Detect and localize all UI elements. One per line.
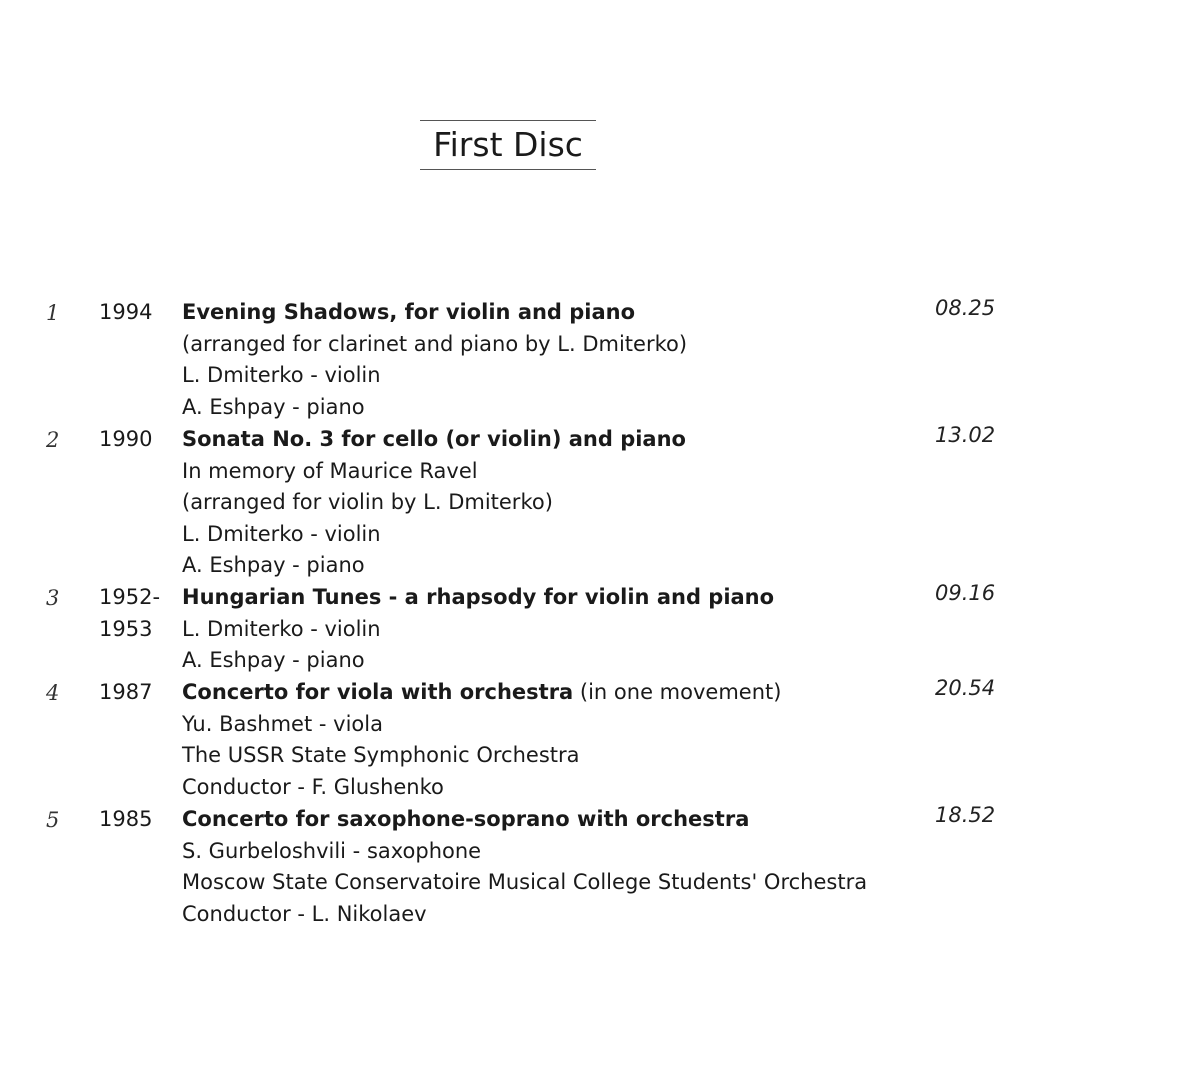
track-detail-line: Moscow State Conservatoire Musical College Students' Orchestra bbox=[182, 870, 868, 895]
track-year bbox=[99, 582, 160, 645]
track-details bbox=[182, 804, 867, 930]
track-title-line bbox=[182, 677, 781, 709]
track-year-line: 1990 bbox=[99, 427, 153, 451]
track-details bbox=[182, 297, 687, 423]
track-detail-line: The USSR State Symphonic Orchestra bbox=[182, 743, 580, 768]
track-duration: 20.54 bbox=[935, 676, 996, 700]
page-title: First Disc bbox=[433, 125, 583, 164]
track-title-line bbox=[182, 582, 774, 614]
track-duration: 09.16 bbox=[935, 581, 996, 605]
track-title: Sonata No. 3 for cello (or violin) and piano bbox=[182, 427, 686, 451]
track-detail-line: (arranged for clarinet and piano by L. Dmiterko) bbox=[182, 331, 688, 356]
track-year bbox=[99, 297, 152, 329]
track-year-line: 1994 bbox=[99, 300, 153, 324]
track-details bbox=[182, 582, 774, 677]
track-year bbox=[99, 804, 152, 836]
track-details bbox=[182, 424, 686, 582]
track-detail-line: Conductor - L. Nikolaev bbox=[182, 901, 427, 926]
track-title: Concerto for saxophone-soprano with orchestra bbox=[182, 807, 750, 831]
track-number: 3 bbox=[46, 586, 60, 610]
track-title: Concerto for viola with orchestra bbox=[182, 680, 574, 704]
track-detail-line: (arranged for violin by L. Dmiterko) bbox=[182, 490, 553, 515]
track-detail-line: L. Dmiterko - violin bbox=[182, 521, 381, 546]
track-number: 1 bbox=[46, 301, 60, 325]
track-title: Evening Shadows, for violin and piano bbox=[182, 300, 636, 324]
track-year-line: 1987 bbox=[99, 680, 153, 704]
track-duration: 13.02 bbox=[935, 423, 996, 447]
track-detail-line: In memory of Maurice Ravel bbox=[182, 458, 478, 483]
track-title-note: (in one movement) bbox=[573, 680, 782, 704]
track-title-line bbox=[182, 424, 686, 456]
track-detail-line: A. Eshpay - piano bbox=[182, 394, 365, 419]
track-detail-line: A. Eshpay - piano bbox=[182, 553, 365, 578]
track-detail-line: A. Eshpay - piano bbox=[182, 648, 365, 673]
track-duration: 08.25 bbox=[935, 296, 996, 320]
track-year-line: 1953 bbox=[99, 616, 153, 641]
track-detail-line: L. Dmiterko - violin bbox=[182, 616, 381, 641]
track-number: 2 bbox=[46, 428, 60, 452]
track-number: 4 bbox=[46, 681, 60, 705]
track-number: 5 bbox=[46, 808, 60, 832]
track-year bbox=[99, 424, 152, 456]
track-title-line bbox=[182, 297, 687, 329]
track-details bbox=[182, 677, 781, 803]
track-detail-line: Conductor - F. Glushenko bbox=[182, 774, 444, 799]
track-year bbox=[99, 677, 152, 709]
track-year-line: 1985 bbox=[99, 807, 153, 831]
track-detail-line: Yu. Bashmet - viola bbox=[182, 711, 383, 736]
track-title-line bbox=[182, 804, 867, 836]
track-duration: 18.52 bbox=[935, 803, 996, 827]
track-detail-line: L. Dmiterko - violin bbox=[182, 363, 381, 388]
track-title: Hungarian Tunes - a rhapsody for violin and piano bbox=[182, 585, 775, 609]
track-year-line: 1952- bbox=[99, 585, 161, 609]
track-detail-line: S. Gurbeloshvili - saxophone bbox=[182, 838, 482, 863]
heading-box bbox=[420, 120, 596, 170]
